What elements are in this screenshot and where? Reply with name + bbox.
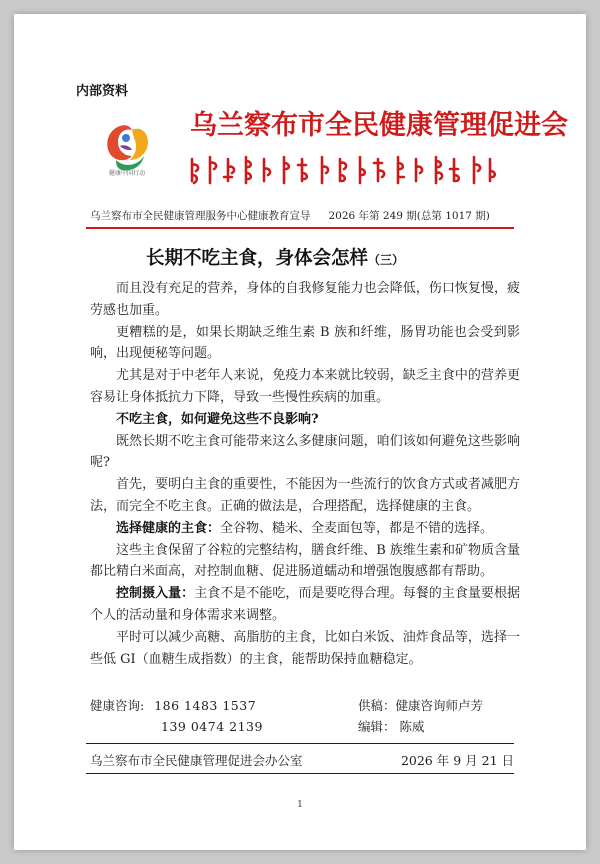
article-paragraph: [90, 431, 520, 475]
issuing-office: 乌兰察布市全民健康管理促进会办公室: [90, 753, 303, 768]
article-paragraph: [90, 278, 520, 322]
paragraph-text: 全谷物、糙米、全麦面包等，都是不错的选择。: [220, 520, 494, 536]
article-title-text: 长期不吃主食，身体会怎样: [146, 248, 369, 269]
article-paragraph: [90, 583, 520, 627]
issue-date: 2026 年 9 月 21 日: [400, 753, 514, 768]
paragraph-heading: 控制摄入量：: [116, 586, 195, 602]
article-part-number: （三）: [368, 253, 405, 267]
article-paragraph: [90, 322, 520, 366]
article-title: [146, 244, 404, 270]
mongolian-script-title: [188, 151, 498, 191]
paragraph-heading: 不吃主食，如何避免这些不良影响?: [116, 411, 319, 427]
paragraph-text: 而且没有充足的营养，身体的自我修复能力也会降低，伤口恢复慢，疲劳感也加重。: [90, 281, 520, 318]
footer-top-divider: [86, 743, 514, 744]
article-body: [90, 278, 520, 670]
paragraph-text: 尤其是对于中老年人来说，免疫力本来就比较弱，缺乏主食中的营养更容易让身体抵抗力下降，导致一些慢性疾病的加重。: [90, 368, 520, 405]
organization-title: 乌兰察布市全民健康管理促进会: [190, 110, 568, 141]
article-paragraph: [90, 365, 520, 409]
paragraph-heading: 选择健康的主食：: [116, 520, 221, 536]
logo-caption: 健康中国行动: [108, 170, 145, 177]
article-paragraph: [90, 540, 520, 584]
paragraph-text: 首先，要明白主食的重要性，不能因为一些流行的饮食方式或者减肥方法，而完全不吃主食。正确的做法是，合理搭配，选择健康的主食。: [90, 477, 520, 514]
paragraph-text: 平时可以减少高糖、高脂肪的主食，比如白米饭、油炸食品等，选择一些低 GI（血糖生成指数）的主食，能帮助保持血糖稳定。: [90, 629, 520, 667]
author-line: 供稿：健康咨询师卢芳: [358, 698, 484, 713]
page-number: 1: [297, 800, 303, 810]
credits: [358, 695, 483, 737]
article-paragraph: [90, 409, 520, 431]
header-divider: [86, 227, 514, 229]
consult-label: 健康咨询:: [90, 698, 145, 713]
article-paragraph: [90, 518, 520, 540]
paragraph-text: 这些主食保留了谷粒的完整结构，膳食纤维、B 族维生素和矿物质含量都比精白米面高，对控制血糖、促进肠道蠕动和增强饱腹感都有帮助。: [90, 542, 520, 580]
phone-number-2: 139 0474 2139: [161, 719, 263, 734]
footer-bottom-divider: [86, 773, 514, 774]
issue-number: 2026 年第 249 期(总第 1017 期): [328, 210, 490, 222]
article-paragraph: [90, 627, 520, 671]
paragraph-text: 既然长期不吃主食可能带来这么多健康问题，咱们该如何避免这些影响呢?: [90, 433, 520, 471]
internal-document-label: 内部资料: [76, 84, 129, 99]
issue-meta-line: [90, 208, 490, 223]
editor-line: 编辑： 陈威: [358, 719, 425, 734]
publisher-text: 乌兰察布市全民健康管理服务中心健康教育宣导: [90, 210, 311, 222]
article-paragraph: [90, 474, 520, 518]
paragraph-text: 主食不是不能吃，而是要吃得合理。每餐的主食量要根据个人的活动量和身体需求来调整。: [90, 586, 520, 623]
phone-number-1: 186 1483 1537: [154, 698, 257, 713]
paragraph-text: 更糟糕的是，如果长期缺乏维生素 B 族和纤维，肠胃功能也会受到影响，出现便秘等问题。: [90, 324, 520, 362]
consult-contacts: [90, 695, 263, 737]
